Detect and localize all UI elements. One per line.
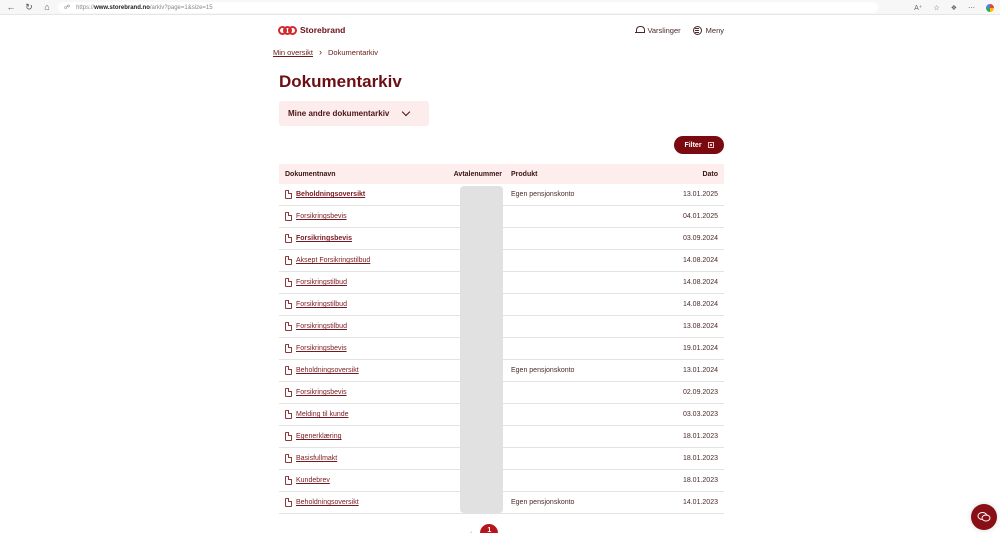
document-name-cell (279, 432, 446, 441)
site-header (278, 22, 724, 38)
document-name-cell (279, 410, 446, 419)
browser-actions (914, 1, 994, 14)
date-cell: 14.08.2024 (682, 301, 718, 308)
pdf-file-icon (285, 300, 292, 309)
date-cell: 18.01.2023 (682, 455, 718, 462)
column-header-name: Dokumentnavn (285, 170, 336, 178)
date-cell: 13.08.2024 (682, 323, 718, 330)
document-link[interactable]: Forsikringsbevis (296, 345, 347, 352)
address-bar[interactable] (58, 2, 878, 13)
document-link[interactable]: Basisfullmakt (296, 455, 338, 462)
date-cell: 19.01.2024 (682, 345, 718, 352)
pdf-file-icon (285, 410, 292, 419)
document-name-cell (279, 278, 446, 287)
breadcrumb-current: Dokumentarkiv (328, 47, 379, 57)
date-cell: 14.01.2023 (682, 499, 718, 506)
document-name-cell (279, 498, 446, 507)
table-header (279, 164, 724, 184)
date-cell: 18.01.2023 (682, 477, 718, 484)
pdf-file-icon (285, 498, 292, 507)
pdf-file-icon (285, 256, 292, 265)
document-name-cell (279, 388, 446, 397)
storebrand-logo-icon (278, 26, 296, 35)
filter-label: Filter (684, 141, 702, 149)
document-name-cell (279, 344, 446, 353)
document-link[interactable]: Forsikringsbevis (296, 389, 347, 396)
url-host: www.storebrand.no (94, 4, 150, 11)
document-link[interactable]: Egenerklæring (296, 433, 342, 440)
document-link[interactable]: Forsikringstilbud (296, 323, 347, 330)
url-prefix: https:// (76, 4, 95, 11)
document-name-cell (279, 234, 446, 243)
document-name-cell (279, 476, 446, 485)
page-button-current[interactable]: 1 (480, 524, 498, 533)
copilot-icon[interactable] (986, 4, 994, 12)
other-archives-dropdown[interactable] (279, 101, 429, 126)
menu-button[interactable] (693, 26, 724, 35)
date-cell: 13.01.2025 (682, 191, 718, 198)
document-name-cell (279, 212, 446, 221)
product-cell: Egen pensjonskonto (511, 499, 575, 506)
date-cell: 18.01.2023 (682, 433, 718, 440)
document-link[interactable]: Forsikringstilbud (296, 279, 347, 286)
document-link[interactable]: Kundebrev (296, 477, 330, 484)
extensions-icon[interactable]: ❖ (950, 4, 957, 12)
date-cell: 13.01.2024 (682, 367, 718, 374)
chat-button[interactable] (971, 504, 997, 530)
back-icon[interactable]: ← (6, 2, 16, 12)
previous-page-icon[interactable]: ‹ (470, 529, 473, 533)
column-header-date: Dato (702, 170, 718, 178)
breadcrumb (273, 47, 378, 57)
pdf-file-icon (285, 366, 292, 375)
notifications-label: Varslinger (647, 25, 681, 35)
pdf-file-icon (285, 476, 292, 485)
pdf-file-icon (285, 322, 292, 331)
pdf-file-icon (285, 388, 292, 397)
date-cell: 03.03.2023 (682, 411, 718, 418)
document-name-cell (279, 256, 446, 265)
pdf-file-icon (285, 234, 292, 243)
product-cell: Egen pensjonskonto (511, 367, 575, 374)
document-name-cell (279, 190, 446, 199)
filter-icon (708, 142, 714, 148)
document-name-cell (279, 454, 446, 463)
date-cell: 02.09.2023 (682, 389, 718, 396)
date-cell: 04.01.2025 (682, 213, 718, 220)
document-link[interactable]: Forsikringstilbud (296, 301, 347, 308)
document-name-cell (279, 366, 446, 375)
breadcrumb-parent-link[interactable]: Min oversikt (273, 47, 314, 57)
document-name-cell (279, 322, 446, 331)
notifications-button[interactable] (636, 26, 680, 35)
document-link[interactable]: Forsikringsbevis (296, 213, 347, 220)
date-cell: 14.08.2024 (682, 257, 718, 264)
more-icon[interactable]: ⋯ (968, 4, 975, 12)
pagination (470, 524, 498, 533)
document-link[interactable]: Beholdningsoversikt (296, 499, 359, 506)
chat-bubbles-icon (977, 511, 991, 523)
document-link[interactable]: Aksept Forsikringstilbud (296, 257, 371, 264)
reload-icon[interactable]: ↻ (25, 1, 33, 12)
favorite-star-icon[interactable]: ☆ (933, 4, 940, 12)
pdf-file-icon (285, 432, 292, 441)
date-cell: 03.09.2024 (682, 235, 718, 242)
pdf-file-icon (285, 344, 292, 353)
other-archives-label: Mine andre dokumentarkiv (288, 109, 390, 118)
column-header-product: Produkt (511, 170, 538, 178)
browser-toolbar (0, 0, 1000, 15)
pdf-file-icon (285, 278, 292, 287)
pdf-file-icon (285, 190, 292, 199)
filter-button[interactable] (674, 136, 724, 154)
url-path: /arkiv?page=1&size=15 (149, 4, 213, 11)
read-aloud-icon[interactable]: A⁺ (914, 4, 923, 12)
product-cell: Egen pensjonskonto (511, 191, 575, 198)
bell-icon (636, 26, 643, 34)
document-link[interactable]: Beholdningsoversikt (296, 367, 359, 374)
date-cell: 14.08.2024 (682, 279, 718, 286)
menu-icon (693, 26, 702, 35)
pdf-file-icon (285, 454, 292, 463)
brand-logo[interactable] (278, 25, 345, 35)
lock-icon: ☍ (64, 5, 71, 11)
pdf-file-icon (285, 212, 292, 221)
home-icon[interactable]: ⌂ (44, 2, 50, 12)
document-link[interactable]: Melding til kunde (296, 411, 349, 418)
redacted-agreement-numbers (460, 186, 503, 513)
chevron-down-icon (402, 108, 410, 116)
document-link[interactable]: Forsikringsbevis (296, 235, 353, 242)
page-title: Dokumentarkiv (279, 72, 402, 91)
chevron-right-icon: › (319, 47, 323, 57)
document-link[interactable]: Beholdningsoversikt (296, 191, 366, 198)
menu-label: Meny (705, 25, 724, 35)
document-name-cell (279, 300, 446, 309)
column-header-agreement-number: Avtalenummer (453, 170, 502, 178)
brand-name: Storebrand (300, 25, 346, 35)
